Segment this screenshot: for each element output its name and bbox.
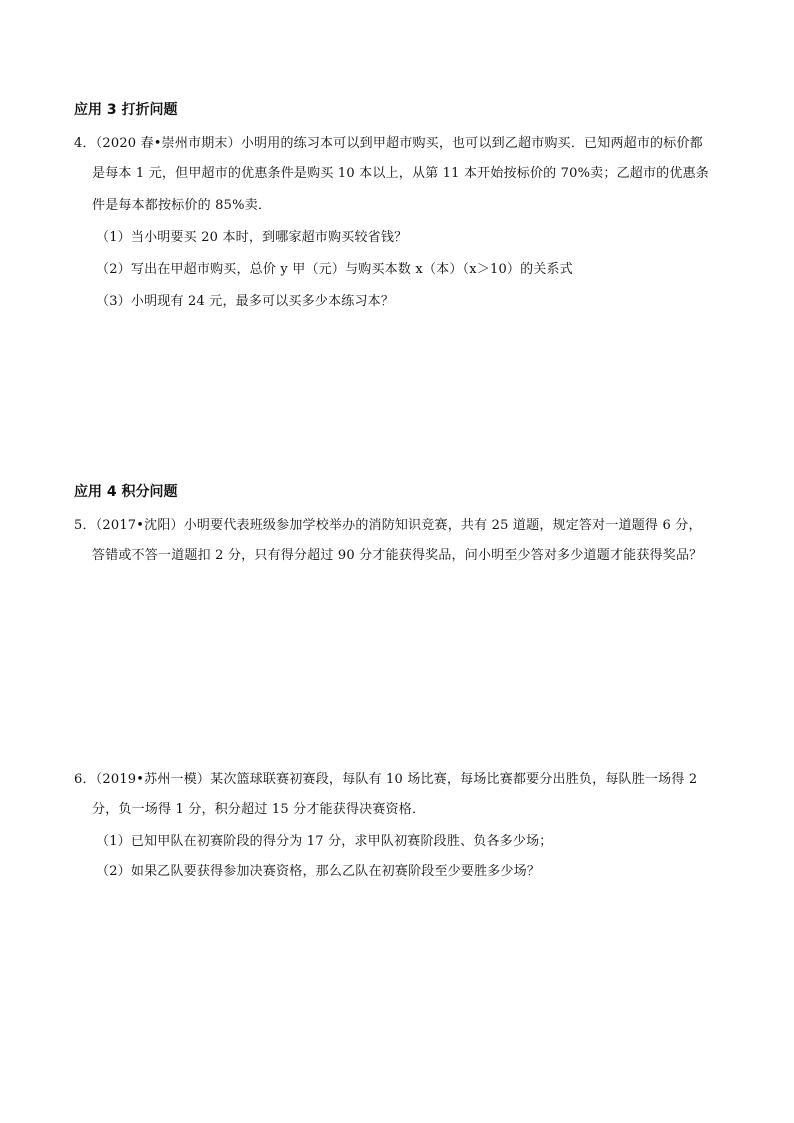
- question-4-subquestion-1: （1）当小明要买 20 本时，到哪家超市购买较省钱？: [96, 230, 408, 245]
- question-4-subquestion-3: （3）小明现有 24 元，最多可以买多少本练习本？: [96, 294, 395, 309]
- question-6-line-2: 分，负一场得 1 分，积分超过 15 分才能获得决赛资格．: [92, 802, 426, 817]
- section-heading-points: 应用 4 积分问题: [74, 484, 178, 500]
- question-6-line-1: 6．（2019•苏州一模）某次篮球联赛初赛段，每队有 10 场比赛，每场比赛都要分出胜负，每队胜一场得 2: [74, 772, 698, 787]
- question-5-line-1: 5．（2017•沈阳）小明要代表班级参加学校举办的消防知识竞赛，共有 25 道题，规定答对一道题得 6 分，: [74, 518, 702, 533]
- section-heading-discount: 应用 3 打折问题: [74, 102, 178, 118]
- question-6-subquestion-1: （1）已知甲队在初赛阶段的得分为 17 分，求甲队初赛阶段胜、负各多少场；: [96, 834, 553, 849]
- question-6-subquestion-2: （2）如果乙队要获得参加决赛资格，那么乙队在初赛阶段至少要胜多少场？: [96, 864, 541, 879]
- question-4-line-2: 是每本 1 元，但甲超市的优惠条件是购买 10 本以上，从第 11 本开始按标价的 70%卖；乙超市的优惠条: [92, 166, 709, 181]
- question-4-subquestion-2: （2）写出在甲超市购买，总价 y 甲（元）与购买本数 x（本）（x＞10）的关系式: [96, 262, 573, 277]
- question-4-line-1: 4．（2020 春•崇州市期末）小明用的练习本可以到甲超市购买，也可以到乙超市购买．已知两超市的标价都: [74, 136, 703, 151]
- question-4-line-3: 件是每本都按标价的 85%卖．: [92, 198, 272, 213]
- question-5-line-2: 答错或不答一道题扣 2 分，只有得分超过 90 分才能获得奖品，问小明至少答对多少道题才能获得奖品？: [92, 548, 703, 563]
